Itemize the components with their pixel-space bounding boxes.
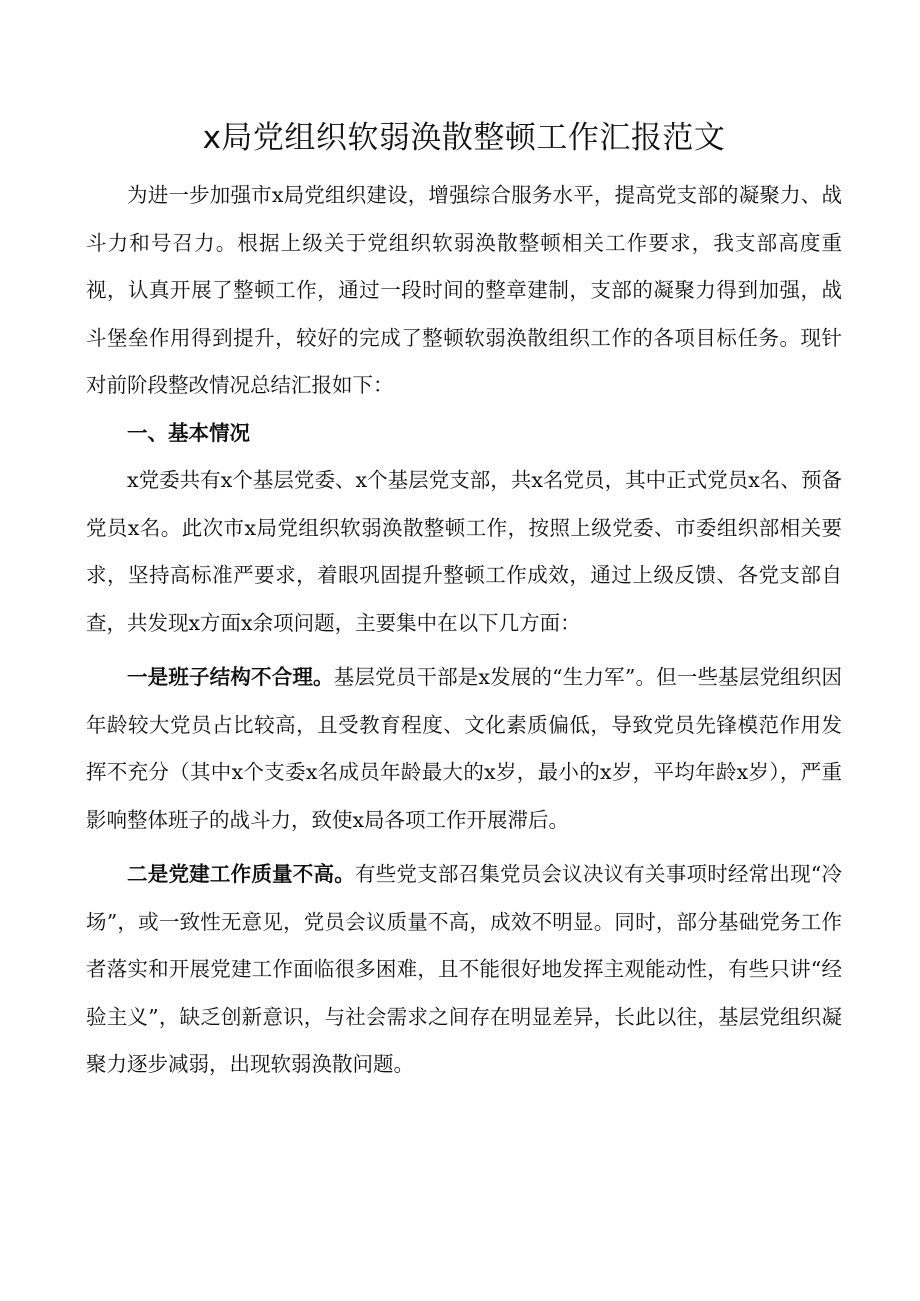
document-title: x局党组织软弱涣散整顿工作汇报范文 xyxy=(202,120,726,156)
section-heading-basic-situation: 一、基本情况 xyxy=(127,420,250,445)
paragraph-gap xyxy=(86,844,842,851)
point-two-text: 有些党支部召集党员会议决议有关事项时经常出现“冷场”，或一致性无意见，党员会议质量不高，成效不明显。同时，部分基础党务工作者落实和开展党建工作面临很多困难，且不能很好地发挥主观能动性，有些只讲“经验主义”，缺乏创新意识，与社会需求之间存在明显差异，长此以往，基层党组织凝聚力逐步减弱，出现软弱涣散问题。 xyxy=(86,862,843,1076)
point-one-paragraph xyxy=(86,654,842,844)
point-two-lead: 二是党建工作质量不高。 xyxy=(127,862,355,886)
point-one-lead: 一是班子结构不合理。 xyxy=(127,665,334,689)
point-one-text: 基层党员干部是x发展的“生力军”。但一些基层党组织因年龄较大党员占比较高，且受教育程度、文化素质偏低，导致党员先锋模范作用发挥不充分（其中x个支委x名成员年龄最大的x岁，最小的x岁，平均年龄x岁），严重影响整体班子的战斗力，致使x局各项工作开展滞后。 xyxy=(86,665,843,832)
paragraph-gap xyxy=(86,647,842,654)
point-two-paragraph xyxy=(86,851,842,1089)
basic-situation-paragraph: x党委共有x个基层党委、x个基层党支部，共x名党员，其中正式党员x名、预备党员x名。此次市x局党组织软弱涣散整顿工作，按照上级党委、市委组织部相关要求，坚持高标准严要求，着眼巩固提升整顿工作成效，通过上级反馈、各党支部自查，共发现x方面x余项问题，主要集中在以下几方面： xyxy=(86,468,842,635)
intro-paragraph: 为进一步加强市x局党组织建设，增强综合服务水平，提高党支部的凝聚力、战斗力和号召力。根据上级关于党组织软弱涣散整顿相关工作要求，我支部高度重视，认真开展了整顿工作，通过一段时间的整章建制，支部的凝聚力得到加强，战斗堡垒作用得到提升，较好的完成了整顿软弱涣散组织工作的各项目标任务。现针对前阶段整改情况总结汇报如下： xyxy=(86,183,842,397)
